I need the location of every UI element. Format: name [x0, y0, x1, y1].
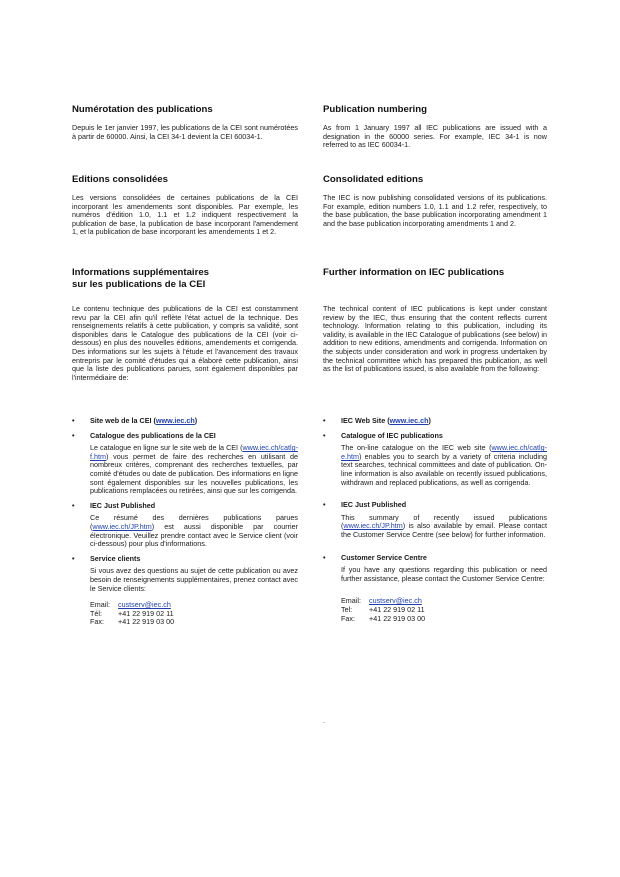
email-link[interactable]: custserv@iec.ch	[118, 600, 171, 610]
list-item-just-published: • IEC Just Published Ce résumé des dernières publications parues (www.iec.ch/JP.htm) est aussi disponible par courrier électronique. Veuillez prendre contact avec le Service client (voir ci-dessous) pour plus d'informations.	[72, 500, 298, 549]
section-title: Publication numbering	[323, 104, 427, 115]
bullet: •	[72, 416, 75, 425]
bullet: •	[323, 416, 326, 425]
contact-block: Email: custserv@iec.ch Tél: +41 22 919 02 11 Fax: +41 22 919 03 00	[90, 600, 175, 627]
section-title: Further information on IEC publications	[323, 267, 505, 278]
list-item-catalogue: • Catalogue of IEC publications The on-line catalogue on the IEC web site (www.iec.ch/catlg-e.htm) enables you to search by a variety of criteria including text searches, technical committees and date of publication. On-line information is also available on recently issued publications, withdrawn and replaced publications, as well as corrigenda.	[323, 430, 547, 487]
just-published-link[interactable]: www.iec.ch/JP.htm	[343, 521, 403, 531]
section-title: Editions consolidées	[72, 174, 168, 185]
section-body: Les versions consolidées de certaines publications de la CEI incorporant les amendements sont disponibles. Par exemple, les numéros d'édition 1.0, 1.1 et 1.2 indiquent respectivement la publication de base, la publication de base incorporant l'amendement 1, et la publication de base incorporant les amendements 1 et 2.	[72, 193, 298, 237]
section-numbering-fr	[72, 104, 298, 141]
bullet: •	[72, 553, 75, 563]
website-link[interactable]: www.iec.ch	[389, 416, 429, 425]
website-link[interactable]: www.iec.ch	[155, 416, 195, 425]
section-title: Informations supplémentaires sur les publications de la CEI	[72, 267, 210, 290]
bullet: •	[323, 430, 326, 440]
list-item-service: • Customer Service Centre If you have any questions regarding this publication or need further assistance, please contact the Customer Service Centre: Email: custserv@iec.ch Tel: +41 22 919 02 11 Fax: +41 22 919 03 00	[323, 552, 547, 623]
list-item-website: • IEC Web Site (www.iec.ch)	[323, 416, 431, 425]
list-item-service: • Service clients Si vous avez des questions au sujet de cette publication ou avez besoin de renseignements supplémentaires, prenez contact avec le Service clients: Email: custserv@iec.ch Tél: +41 22 919 02 11 Fax: +41 22 919 03 00	[72, 553, 298, 627]
section-body: The IEC is now publishing consolidated versions of its publications. For example, edition numbers 1.0, 1.1 and 1.2 refer, respectively, to the base publication, the base publication incorporating amendment 1 and the base publication incorporating amendments 1 and 2.	[323, 193, 547, 228]
catalogue-link[interactable]: www.iec.ch/catlg-f.htm	[90, 443, 298, 461]
section-body: The technical content of IEC publications is kept under constant review by the IEC, thus ensuring that the content reflects current technology. Information relating to this publication, including its validity, is available in the IEC Catalogue of publications (see below) in addition to new editions, amendments and corrigenda. Information on the subjects under consideration and work in progress undertaken by the technical committee which has prepared this publication, as well as the list of publications issued, is also available from the following:	[323, 304, 547, 374]
just-published-link[interactable]: www.iec.ch/JP.htm	[92, 521, 152, 531]
resource-list-fr	[72, 417, 298, 627]
list-item-catalogue: • Catalogue des publications de la CEI Le catalogue en ligne sur le site web de la CEI (www.iec.ch/catlg-f.htm) vous permet de faire des recherches en utilisant de nombreux critères, comprenant des recherches textuelles, par comité d'études ou date de publication. Des informations en ligne sont également disponibles sur les nouvelles publications, les publications remplacées ou retirées, ainsi que sur les corrigenda.	[72, 430, 298, 496]
bullet: •	[72, 430, 75, 440]
section-consolidated-en	[323, 174, 547, 228]
resource-list-en	[323, 417, 547, 623]
section-further-info-en	[323, 267, 547, 374]
email-link[interactable]: custserv@iec.ch	[369, 596, 422, 606]
section-consolidated-fr	[72, 174, 298, 237]
section-body: Le contenu technique des publications de la CEI est constamment revu par la CEI afin qu'il reflète l'état actuel de la technique. Des renseignements relatifs à cette publication, y compris sa validité, sont disponibles dans le Catalogue des publications de la CEI (voir ci-dessous) en plus des nouvelles éditions, amendements et corrigenda. Des informations sur les sujets à l'étude et l'avancement des travaux entrepris par le comité d'études qui a élaboré cette publication, ainsi que la liste des publications parues, sont également disponibles par l'intermédiaire de:	[72, 304, 298, 382]
bullet: •	[323, 500, 326, 510]
section-further-info-fr	[72, 267, 298, 382]
section-body: As from 1 January 1997 all IEC publications are issued with a designation in the 60000 series. For example, IEC 34-1 is now referred to as IEC 60034-1.	[323, 123, 547, 150]
list-item-just-published: • IEC Just Published This summary of recently issued publications (www.iec.ch/JP.htm) is also available by email. Please contact the Customer Service Centre (see below) for further information.	[323, 500, 547, 539]
section-title: Numérotation des publications	[72, 104, 213, 115]
section-body: Depuis le 1er janvier 1997, les publications de la CEI sont numérotées à partir de 60000. Ainsi, la CEI 34-1 devient la CEI 60034-1.	[72, 123, 298, 141]
bullet: •	[72, 500, 75, 510]
catalogue-link[interactable]: www.iec.ch/catlg-e.htm	[341, 443, 547, 461]
footer-mark: .	[323, 718, 325, 725]
section-numbering-en	[323, 104, 547, 150]
contact-block: Email: custserv@iec.ch Tel: +41 22 919 02 11 Fax: +41 22 919 03 00	[341, 596, 426, 623]
bullet: •	[323, 552, 326, 562]
section-title: Consolidated editions	[323, 174, 424, 185]
list-item-website: • Site web de la CEI (www.iec.ch)	[72, 416, 198, 425]
